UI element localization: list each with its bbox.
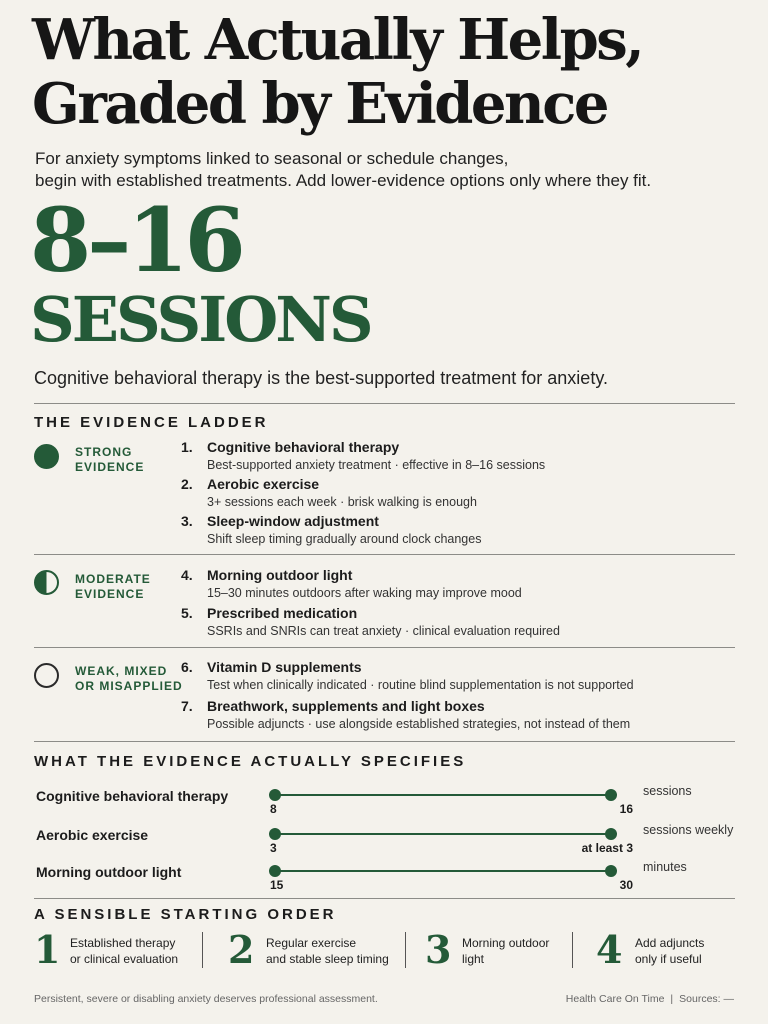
footer-separator: | <box>670 993 674 1005</box>
range-max-value: 16 <box>619 802 633 816</box>
footer-credits <box>566 993 734 1005</box>
step-text-line: light <box>462 952 485 966</box>
range-max-value: at least 3 <box>581 841 633 855</box>
range-min-value: 15 <box>270 878 284 892</box>
step-number: 2 <box>228 927 255 972</box>
tier-label-strong: STRONG EVIDENCE <box>75 445 145 474</box>
highlight-number: 8–16 <box>30 188 242 292</box>
step-text-line: Add adjuncts <box>635 936 705 950</box>
range-min-value: 8 <box>270 802 277 816</box>
ladder-item-desc: Shift sleep timing gradually around clock changes <box>207 532 482 546</box>
range-unit: minutes <box>643 860 687 874</box>
filled-circle-icon <box>34 444 59 469</box>
range-min-dot <box>269 828 281 840</box>
step-number: 1 <box>34 927 61 972</box>
step-divider <box>202 932 203 968</box>
ladder-item-name: Cognitive behavioral therapy <box>207 439 400 455</box>
range-track <box>275 794 611 796</box>
step-text-line: Morning outdoor <box>462 936 550 950</box>
range-min-value: 3 <box>270 841 277 855</box>
ladder-item-number: 7. <box>181 698 193 714</box>
ladder-item-name: Vitamin D supplements <box>207 659 362 675</box>
ladder-item-desc: 3+ sessions each week · brisk walking is enough <box>207 495 477 509</box>
ladder-item-name: Aerobic exercise <box>207 476 320 492</box>
divider <box>34 647 735 648</box>
step-text <box>70 935 210 967</box>
step-text-line: and stable sleep timing <box>266 952 389 966</box>
footer-note: Persistent, severe or disabling anxiety deserves professional assessment. <box>34 993 378 1005</box>
specifies-heading: WHAT THE EVIDENCE ACTUALLY SPECIFIES <box>34 753 467 770</box>
step-text <box>462 935 602 967</box>
ladder-item-number: 6. <box>181 659 193 675</box>
ladder-item-desc: 15–30 minutes outdoors after waking may improve mood <box>207 586 522 600</box>
range-min-dot <box>269 865 281 877</box>
range-max-value: 30 <box>619 878 633 892</box>
half-circle-icon <box>34 570 59 595</box>
tier-label-weak: WEAK, MIXED OR MISAPPLIED <box>75 664 183 693</box>
step-number: 3 <box>425 927 452 972</box>
divider <box>34 554 735 555</box>
range-row <box>34 860 744 896</box>
ladder-item-number: 5. <box>181 605 193 621</box>
range-max-dot <box>605 828 617 840</box>
ladder-item-name: Breathwork, supplements and light boxes <box>207 698 485 714</box>
footer-sources: Sources: — <box>679 993 734 1005</box>
range-min-dot <box>269 789 281 801</box>
ladder-item-name: Sleep-window adjustment <box>207 513 379 529</box>
highlight-caption: Cognitive behavioral therapy is the best-supported treatment for anxiety. <box>34 368 608 388</box>
page-subtitle <box>35 148 755 192</box>
step-text-line: only if useful <box>635 952 702 966</box>
step-text-line: Regular exercise <box>266 936 357 950</box>
range-label: Aerobic exercise <box>36 827 149 843</box>
page-title: What Actually Helps, Graded by Evidence <box>32 7 643 137</box>
step-text <box>266 935 406 967</box>
range-label: Cognitive behavioral therapy <box>36 788 229 804</box>
empty-circle-icon <box>34 663 59 688</box>
range-max-dot <box>605 789 617 801</box>
ladder-item-number: 3. <box>181 513 193 529</box>
ladder-item-number: 2. <box>181 476 193 492</box>
range-track <box>275 870 611 872</box>
step-divider <box>572 932 573 968</box>
ladder-item-name: Prescribed medication <box>207 605 358 621</box>
step-divider <box>405 932 406 968</box>
highlight-unit: SESSIONS <box>30 283 371 356</box>
step-text <box>635 935 745 967</box>
range-row <box>34 784 744 820</box>
subtitle-line-1: For anxiety symptoms linked to seasonal or schedule changes, <box>35 149 509 168</box>
range-unit: sessions <box>643 784 692 798</box>
step-text-line: or clinical evaluation <box>70 952 179 966</box>
divider <box>34 741 735 742</box>
ladder-item-desc: Possible adjuncts · use alongside established strategies, not instead of them <box>207 717 631 731</box>
subtitle-line-2: begin with established treatments. Add lower-evidence options only where they fit. <box>35 171 652 190</box>
footer-brand: Health Care On Time <box>565 993 665 1005</box>
ladder-item-number: 4. <box>181 567 193 583</box>
range-track <box>275 833 611 835</box>
range-max-dot <box>605 865 617 877</box>
ladder-item-desc: SSRIs and SNRIs can treat anxiety · clinical evaluation required <box>207 624 560 638</box>
step-text-line: Established therapy <box>70 936 176 950</box>
divider <box>34 403 735 404</box>
ladder-item-name: Morning outdoor light <box>207 567 353 583</box>
range-label: Morning outdoor light <box>36 864 182 880</box>
step-number: 4 <box>596 927 623 972</box>
ladder-item-desc: Best-supported anxiety treatment · effective in 8–16 sessions <box>207 458 546 472</box>
evidence-ladder-heading: THE EVIDENCE LADDER <box>34 414 269 431</box>
ladder-item-desc: Test when clinically indicated · routine blind supplementation is not supported <box>207 678 634 692</box>
tier-label-moderate: MODERATE EVIDENCE <box>75 572 151 601</box>
ladder-item-number: 1. <box>181 439 193 455</box>
range-unit: sessions weekly <box>643 823 734 837</box>
divider <box>34 898 735 899</box>
starting-order-heading: A SENSIBLE STARTING ORDER <box>34 906 337 923</box>
range-row <box>34 823 744 859</box>
